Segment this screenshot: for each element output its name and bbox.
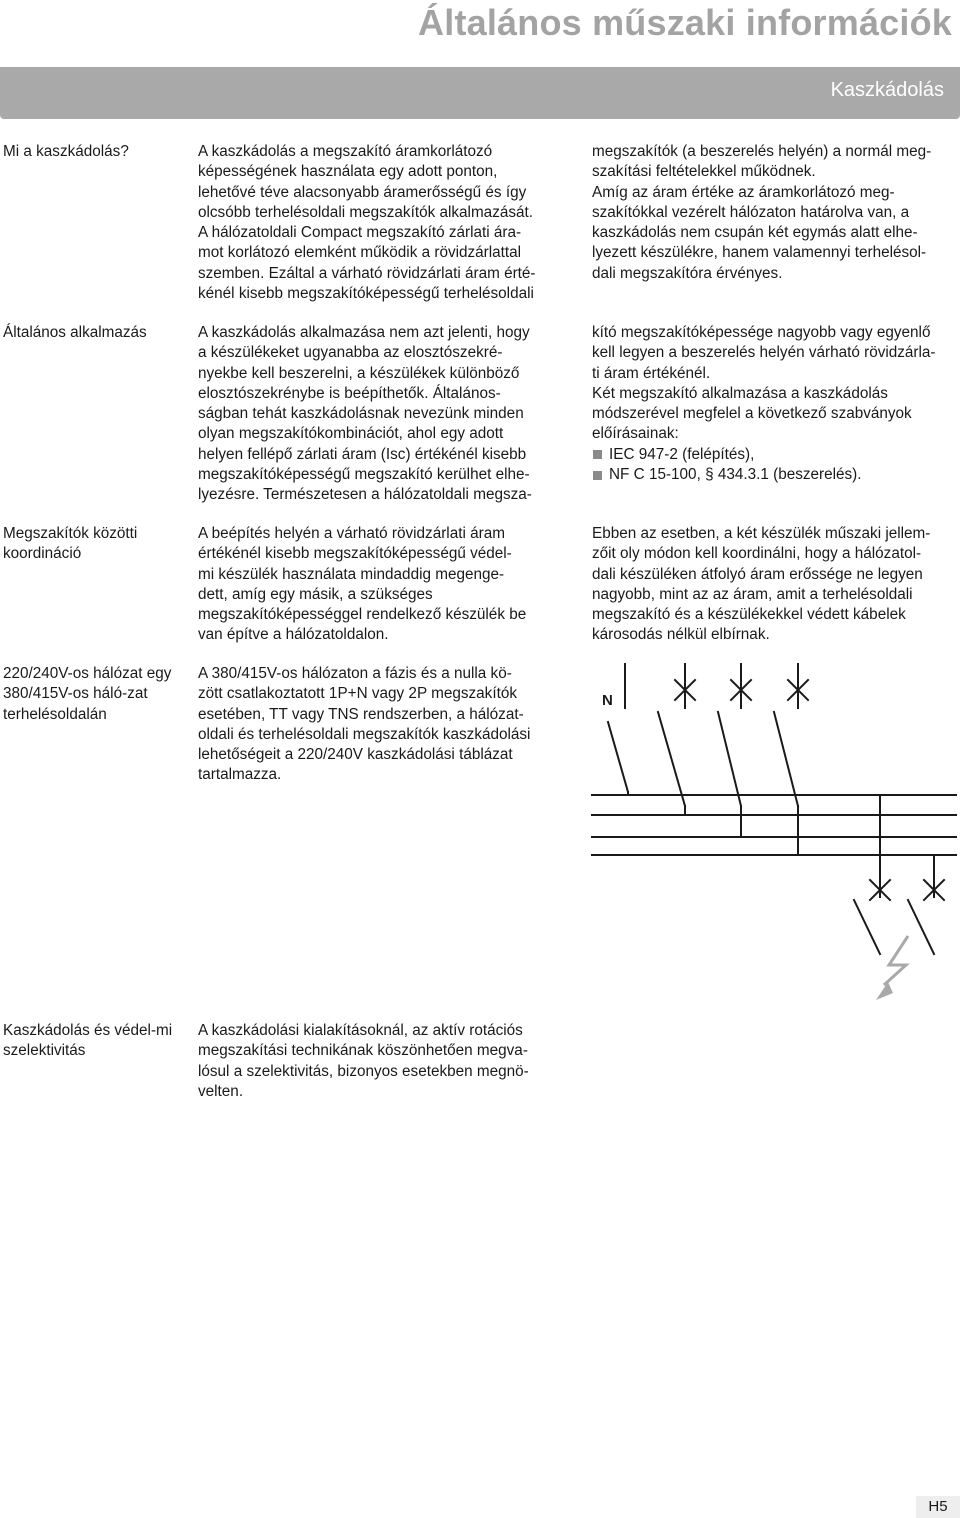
text-line: Amíg az áram értéke az áramkorlátozó meg- [592, 183, 895, 201]
text-line: A kaszkádolás alkalmazása nem azt jelenti, hogy [198, 324, 530, 341]
text-line: A 380/415V-os hálózaton a fázis és a nulla kö- [198, 665, 512, 682]
text-line: kell legyen a beszerelés helyén várható rövidzárla- [592, 344, 936, 362]
text-line: A kaszkádolás a megszakító áramkorlátozó [198, 143, 493, 160]
downstream-contact-left [854, 900, 880, 954]
text-line: lyezésre. Természetesen a hálózatoldali megsza- [198, 486, 532, 504]
text-line: lehetővé téve alacsonyabb áramerősségű és így [198, 183, 527, 201]
section-label-selectivity: Kaszkádolás és védel-mi szelektivitás [3, 1022, 173, 1060]
text-line: olyan megszakítókombinációt, ahol egy adott [198, 425, 504, 443]
downstream-contact-right [908, 900, 934, 954]
section-label-what: Mi a kaszkádolás? [3, 143, 129, 160]
text-line: kénél kisebb megszakítóképességű terhelésoldali [198, 285, 534, 303]
text-line: ságban tehát kaszkádolásnak nevezünk minden [198, 405, 524, 423]
text-line: értékénél kisebb megszakítóképességű védel- [198, 545, 512, 563]
square-bullet-icon [593, 450, 602, 459]
upstream-contact-2 [718, 712, 741, 806]
text-line: nagyobb, mint az az áram, amit a terhelésoldali [592, 585, 913, 603]
text-line: lehetőségeit a 220/240V kaszkádolási táblázat [198, 746, 513, 764]
section-band [0, 67, 960, 119]
text-line: mi készülék használata mindaddig megenge- [198, 565, 505, 583]
text-line: lyezett készülékre, hanem valamennyi terhelésol- [592, 244, 927, 262]
text-line: előírásainak: [592, 425, 679, 443]
text-line: kaszkádolás nem csupán két egymás alatt elhe- [592, 224, 918, 242]
text-line: elosztószekrénybe is beépíthetők. Általános- [198, 384, 501, 402]
text-line: nyekbe kell beszerelni, a készülékek különböző [198, 364, 520, 382]
upstream-contact-n [608, 722, 628, 792]
page-number: H5 [916, 1496, 960, 1518]
text-line: megszakítóképességű megszakító kerülhet elhe- [198, 466, 530, 484]
text-line: szakítási feltételekkel működnek. [592, 163, 816, 181]
text-line: dett, amíg egy másik, a szükséges [198, 585, 433, 603]
section-what-col3 [592, 142, 960, 284]
section-title: Kaszkádolás [830, 79, 944, 101]
text-line: megszakító és a készülékekkel védett kábelek [592, 606, 906, 624]
text-line: zött csatlakoztatott 1P+N vagy 2P megszakítók [198, 685, 517, 703]
section-label-coordination: Megszakítók közötti koordináció [3, 525, 138, 563]
text-line: zőit oly módon kell koordinálni, hogy a hálózatol- [592, 545, 922, 563]
bullet-text: NF C 15-100, § 434.3.1 (beszerelés). [609, 466, 862, 484]
text-line: esetében, TT vagy TNS rendszerben, a hálózat- [198, 705, 524, 723]
text-line: A kaszkádolási kialakításoknál, az aktív rotációs [198, 1022, 523, 1039]
text-line: Ebben az esetben, a két készülék műszaki jellem- [592, 525, 931, 542]
upstream-contact-3 [774, 712, 798, 806]
text-line: megszakítóképességgel rendelkező készülék be [198, 606, 527, 624]
text-line: módszerével megfelel a következő szabványok [592, 405, 912, 423]
text-line: szemben. Ezáltal a várható rövidzárlati áram érté- [198, 264, 536, 282]
neutral-label: N [602, 692, 613, 709]
text-line: megszakítási technikának köszönhetően megva- [198, 1042, 528, 1060]
text-line: van építve a hálózatoldalon. [198, 626, 389, 644]
section-label-general: Általános alkalmazás [3, 324, 147, 341]
section-coordination-col2 [198, 524, 568, 646]
text-line: Két megszakító alkalmazása a kaszkádolás [592, 384, 888, 402]
standards-bullet [592, 465, 960, 485]
text-line: oldali és terhelésoldali megszakítók kaszkádolási [198, 725, 531, 743]
lightning-fault-icon [884, 936, 908, 985]
cascading-diagram [588, 660, 960, 1010]
section-label-network: 220/240V-os hálózat egy 380/415V-os háló-zat terhelésoldalán [3, 665, 172, 723]
upstream-contact-1 [658, 712, 685, 806]
text-line: dali készüléken átfolyó áram erőssége ne legyen [592, 565, 923, 583]
section-network-col2 [198, 664, 568, 786]
section-coordination-col3 [592, 524, 960, 646]
text-line: mot korlátozó elemként működik a rövidzárlattal [198, 244, 522, 262]
text-line: megszakítók (a beszerelés helyén) a normál meg- [592, 143, 932, 160]
text-line: A beépítés helyén a várható rövidzárlati áram [198, 525, 505, 542]
square-bullet-icon [593, 471, 602, 480]
standards-bullet [592, 445, 960, 465]
text-line: lósul a szelektivitás, bizonyos esetekben megnö- [198, 1062, 529, 1080]
text-line: kító megszakítóképessége nagyobb vagy egyenlő [592, 324, 931, 341]
section-general-col3 [592, 323, 960, 485]
text-line: A hálózatoldali Compact megszakító zárlati ára- [198, 224, 522, 242]
text-line: helyen fellépő zárlati áram (Isc) értékénél kisebb [198, 445, 527, 463]
text-line: olcsóbb terhelésoldali megszakítók alkalmazását. [198, 203, 534, 221]
section-what-col2 [198, 142, 568, 304]
text-line: ti áram értékénél. [592, 364, 711, 382]
text-line: a készülékeket ugyanabba az elosztószekré- [198, 344, 503, 362]
text-line: képességének használata egy adott ponton, [198, 163, 498, 181]
text-line: tartalmazza. [198, 766, 282, 784]
bullet-text: IEC 947-2 (felépítés), [609, 445, 755, 463]
text-line: dali megszakítóra érvényes. [592, 264, 783, 282]
text-line: szakítókkal vezérelt hálózaton határolva van, a [592, 203, 910, 221]
text-line: károsodás nélkül elbírnak. [592, 626, 770, 644]
section-general-col2 [198, 323, 568, 506]
page-title: Általános műszaki információk [418, 2, 952, 43]
section-selectivity-col2 [198, 1021, 568, 1102]
text-line: velten. [198, 1082, 244, 1100]
